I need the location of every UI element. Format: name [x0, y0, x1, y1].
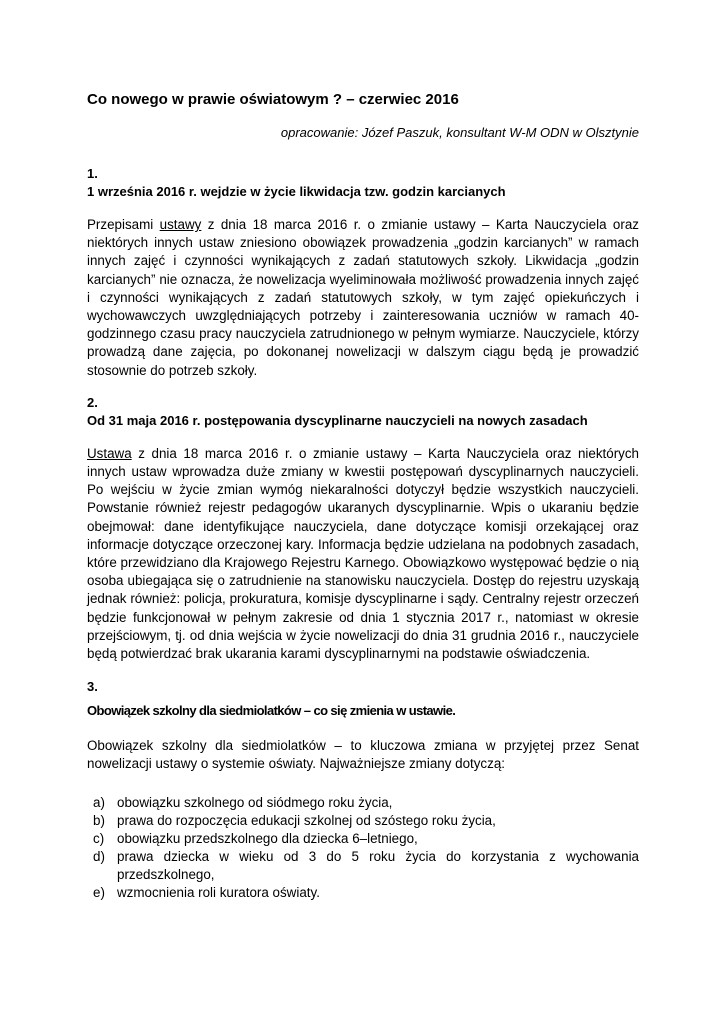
list-marker: d) — [93, 848, 105, 864]
ustawy-link[interactable]: ustawy — [159, 217, 202, 232]
list-item — [87, 848, 639, 884]
list-item — [87, 794, 639, 812]
section-number: 1. — [87, 166, 98, 181]
list-item — [87, 812, 639, 830]
list-item-text: prawa do rozpoczęcia edukacji szkolnej od szóstego roku życia, — [117, 812, 496, 828]
section-2 — [87, 394, 639, 663]
list-item-text: prawa dziecka w wieku od 3 do 5 roku życia do korzystania z wychowania przedszkolnego, — [117, 848, 639, 882]
document-body — [87, 91, 639, 902]
list-marker: c) — [93, 830, 105, 846]
section-3 — [87, 678, 639, 901]
section-paragraph — [87, 216, 639, 380]
document-title: Co nowego w prawie oświatowym ? – czerwiec 2016 — [87, 91, 459, 108]
list-marker: a) — [93, 794, 105, 810]
section-1 — [87, 165, 639, 380]
section-heading: Od 31 maja 2016 r. postępowania dyscyplinarne nauczycieli na nowych zasadach — [87, 412, 588, 428]
section-number: 3. — [87, 679, 98, 695]
list-marker: e) — [93, 884, 105, 900]
section-heading: Obowiązek szkolny dla siedmiolatków – co się zmienia w ustawie. — [87, 703, 456, 719]
section-heading: 1 września 2016 r. wejdzie w życie likwidacja tzw. godzin karcianych — [87, 184, 506, 199]
paragraph-text: z dnia 18 marca 2016 r. o zmianie ustawy – Karta Nauczyciela oraz niektórych innych ustaw wprowadza duże zmiany w kwestii postępowań dyscyplinarnych nauczycieli. Po wejściu w życie zmian wymóg niekaralności dotyczył będzie wszystkich nauczycieli. Powstanie również rejestr pedagogów ukaranych dyscyplinarnie. Wpis o ukaraniu będzie obejmował: dane identyfikujące nauczyciela, dane dotyczące komisji orzekającej oraz informacje dotyczące orzeczonej kary. Informacja będzie udzielana na podobnych zasadach, które przewidziano dla Krajowego Rejestru Karnego. Obowiązkowo występować będzie o nią osoba ubiegająca się o zatrudnienie na stanowisku nauczyciela. Dostęp do rejestru uzyskają jednak również: policja, prokuratura, komisje dyscyplinarne i sądy. Centralny rejestr orzeczeń będzie funkcjonował w pełnym zakresie od dnia 1 stycznia 2017 r., natomiast w okresie przejściowym, tj. od dnia wejścia w życie nowelizacji do dnia 31 grudnia 2016 r., nauczyciele będą potwierdzać brak ukarania karami dyscyplinarnymi na podstawie oświadczenia. — [87, 445, 639, 662]
list-item-text: obowiązku przedszkolnego dla dziecka 6–letniego, — [117, 830, 418, 846]
changes-list — [87, 794, 639, 902]
section-paragraph: Obowiązek szkolny dla siedmiolatków – to kluczowa zmiana w przyjętej przez Senat nowelizacji ustawy o systemie oświaty. Najważniejsze zmiany dotyczą: — [87, 738, 639, 772]
list-item — [87, 830, 639, 848]
list-marker: b) — [93, 812, 105, 828]
section-number: 2. — [87, 394, 98, 410]
list-item-text: wzmocnienia roli kuratora oświaty. — [117, 884, 320, 900]
list-item — [87, 884, 639, 902]
section-paragraph — [87, 445, 639, 663]
ustawa-link[interactable]: Ustawa — [87, 445, 132, 461]
paragraph-text: z dnia 18 marca 2016 r. o zmianie ustawy – Karta Nauczyciela oraz niektórych innych ustaw zniesiono obowiązek prowadzenia „godzin karcianych” w ramach innych zajęć i czynności wynikających z zadań statutowych szkoły. Likwidacja „godzin karcianych” nie oznacza, że nowelizacja wyeliminowała możliwość prowadzenia innych zajęć i czynności wynikających z zadań statutowych szkoły, w tym zajęć opiekuńczych i wychowawczych uwzględniających potrzeby i zainteresowania uczniów w ramach 40-godzinnego czasu pracy nauczyciela zatrudnionego w pełnym wymiarze. Nauczyciele, którzy prowadzą dane zajęcia, po dokonanej nowelizacji w dalszym ciągu będą je prowadzić stosownie do potrzeb szkoły. — [87, 217, 639, 378]
author-byline: opracowanie: Józef Paszuk, konsultant W-M ODN w Olsztynie — [280, 125, 639, 140]
list-item-text: obowiązku szkolnego od siódmego roku życia, — [117, 794, 393, 810]
paragraph-text: Przepisami — [87, 217, 160, 232]
